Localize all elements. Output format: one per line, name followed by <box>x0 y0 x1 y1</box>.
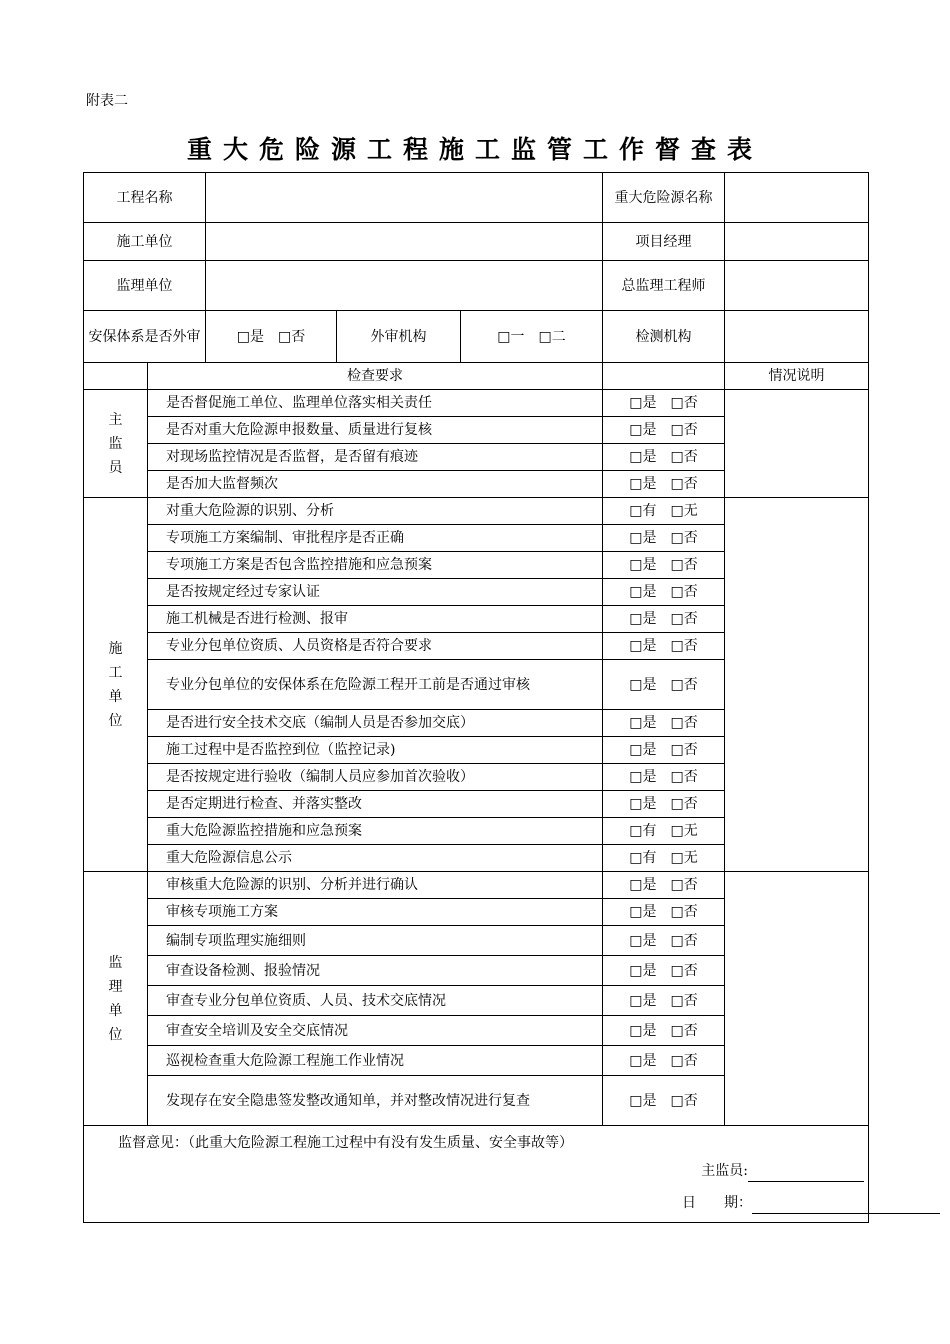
check-item-options[interactable]: □有 □无 <box>603 818 725 845</box>
check-item-text: 专业分包单位的安保体系在危险源工程开工前是否通过审核 <box>148 660 603 710</box>
check-item-text: 是否定期进行检查、并落实整改 <box>148 791 603 818</box>
check-item-options[interactable]: □是 □否 <box>603 552 725 579</box>
check-item-options[interactable]: □是 □否 <box>603 710 725 737</box>
check-item-text: 巡视检查重大危险源工程施工作业情况 <box>148 1046 603 1076</box>
check-item-options[interactable]: □是 □否 <box>603 737 725 764</box>
section-notes[interactable] <box>725 390 869 498</box>
check-item-text: 审查专业分包单位资质、人员、技术交底情况 <box>148 986 603 1016</box>
check-item-options[interactable]: □有 □无 <box>603 845 725 872</box>
check-item-options[interactable]: □是 □否 <box>603 1046 725 1076</box>
supervision-opinion-box[interactable] <box>84 1126 869 1223</box>
table-row <box>84 390 869 417</box>
section-notes[interactable] <box>725 872 869 1126</box>
check-item-options[interactable]: □是 □否 <box>603 899 725 926</box>
section-header-blank <box>84 363 148 390</box>
chief-monitor-signature <box>701 1160 864 1182</box>
check-item-text: 是否督促施工单位、监理单位落实相关责任 <box>148 390 603 417</box>
check-item-options[interactable]: □是 □否 <box>603 926 725 956</box>
table-row <box>84 872 869 899</box>
check-item-options[interactable]: □有 □无 <box>603 498 725 525</box>
check-item-options[interactable]: □是 □否 <box>603 791 725 818</box>
chief-monitor-line[interactable] <box>748 1165 864 1182</box>
section-label: 施 工 单 位 <box>84 498 148 872</box>
chief-monitor-label: 主监员: <box>701 1163 748 1179</box>
construction-unit-value[interactable] <box>206 223 603 261</box>
project-manager-label: 项目经理 <box>603 223 725 261</box>
check-item-options[interactable]: □是 □否 <box>603 986 725 1016</box>
check-item-options[interactable]: □是 □否 <box>603 579 725 606</box>
form-title: 重大危险源工程施工监管工作督查表 <box>186 135 763 164</box>
check-item-text: 审查设备检测、报验情况 <box>148 956 603 986</box>
safety-system-label: 安保体系是否外审 <box>84 311 206 363</box>
supervision-unit-label: 监理单位 <box>84 261 206 311</box>
chief-supervisor-label: 总监理工程师 <box>603 261 725 311</box>
construction-unit-label: 施工单位 <box>84 223 206 261</box>
check-item-text: 是否加大监督频次 <box>148 471 603 498</box>
inspection-table <box>83 172 869 1223</box>
requirements-header: 检查要求 <box>148 363 603 390</box>
section-label: 监 理 单 位 <box>84 872 148 1126</box>
check-item-text: 是否按规定进行验收（编制人员应参加首次验收） <box>148 764 603 791</box>
date-label: 日 期： <box>682 1195 752 1211</box>
check-item-text: 审核专项施工方案 <box>148 899 603 926</box>
check-item-text: 编制专项监理实施细则 <box>148 926 603 956</box>
check-item-text: 专项施工方案是否包含监控措施和应急预案 <box>148 552 603 579</box>
check-item-options[interactable]: □是 □否 <box>603 872 725 899</box>
chief-supervisor-value[interactable] <box>725 261 869 311</box>
check-item-text: 专项施工方案编制、审批程序是否正确 <box>148 525 603 552</box>
project-name-label: 工程名称 <box>84 173 206 223</box>
check-item-text: 专业分包单位资质、人员资格是否符合要求 <box>148 633 603 660</box>
check-item-options[interactable]: □是 □否 <box>603 390 725 417</box>
project-manager-value[interactable] <box>725 223 869 261</box>
check-item-options[interactable]: □是 □否 <box>603 1076 725 1126</box>
hazard-name-label: 重大危险源名称 <box>603 173 725 223</box>
check-item-text: 重大危险源监控措施和应急预案 <box>148 818 603 845</box>
options-header-blank <box>603 363 725 390</box>
check-item-text: 审查安全培训及安全交底情况 <box>148 1016 603 1046</box>
section-notes[interactable] <box>725 498 869 872</box>
safety-system-options[interactable]: □是 □否 <box>206 311 337 363</box>
testing-agency-value[interactable] <box>725 311 869 363</box>
check-item-text: 审核重大危险源的识别、分析并进行确认 <box>148 872 603 899</box>
check-item-options[interactable]: □是 □否 <box>603 525 725 552</box>
opinion-label: 监督意见：（此重大危险源工程施工过程中有没有发生质量、安全事故等） <box>118 1135 573 1151</box>
external-agency-label: 外审机构 <box>337 311 461 363</box>
project-name-value[interactable] <box>206 173 603 223</box>
check-item-text: 对现场监控情况是否监督，是否留有痕迹 <box>148 444 603 471</box>
check-item-text: 施工机械是否进行检测、报审 <box>148 606 603 633</box>
check-item-text: 施工过程中是否监控到位（监控记录) <box>148 737 603 764</box>
check-item-text: 是否进行安全技术交底（编制人员是否参加交底） <box>148 710 603 737</box>
check-item-options[interactable]: □是 □否 <box>603 764 725 791</box>
hazard-name-value[interactable] <box>725 173 869 223</box>
check-item-options[interactable]: □是 □否 <box>603 417 725 444</box>
check-item-text: 是否按规定经过专家认证 <box>148 579 603 606</box>
check-item-text: 发现存在安全隐患签发整改通知单，并对整改情况进行复查 <box>148 1076 603 1126</box>
table-row <box>84 498 869 525</box>
notes-header: 情况说明 <box>725 363 869 390</box>
annex-label: 附表二 <box>86 93 128 109</box>
check-item-options[interactable]: □是 □否 <box>603 956 725 986</box>
date-line[interactable] <box>752 1197 940 1214</box>
check-item-options[interactable]: □是 □否 <box>603 471 725 498</box>
check-item-text: 是否对重大危险源申报数量、质量进行复核 <box>148 417 603 444</box>
check-item-options[interactable]: □是 □否 <box>603 444 725 471</box>
check-item-options[interactable]: □是 □否 <box>603 606 725 633</box>
check-item-options[interactable]: □是 □否 <box>603 1016 725 1046</box>
section-label: 主 监 员 <box>84 390 148 498</box>
check-item-options[interactable]: □是 □否 <box>603 660 725 710</box>
external-agency-options[interactable]: □一 □二 <box>461 311 603 363</box>
date-signature <box>682 1192 940 1214</box>
check-item-text: 对重大危险源的识别、分析 <box>148 498 603 525</box>
testing-agency-label: 检测机构 <box>603 311 725 363</box>
supervision-unit-value[interactable] <box>206 261 603 311</box>
check-item-options[interactable]: □是 □否 <box>603 633 725 660</box>
check-item-text: 重大危险源信息公示 <box>148 845 603 872</box>
